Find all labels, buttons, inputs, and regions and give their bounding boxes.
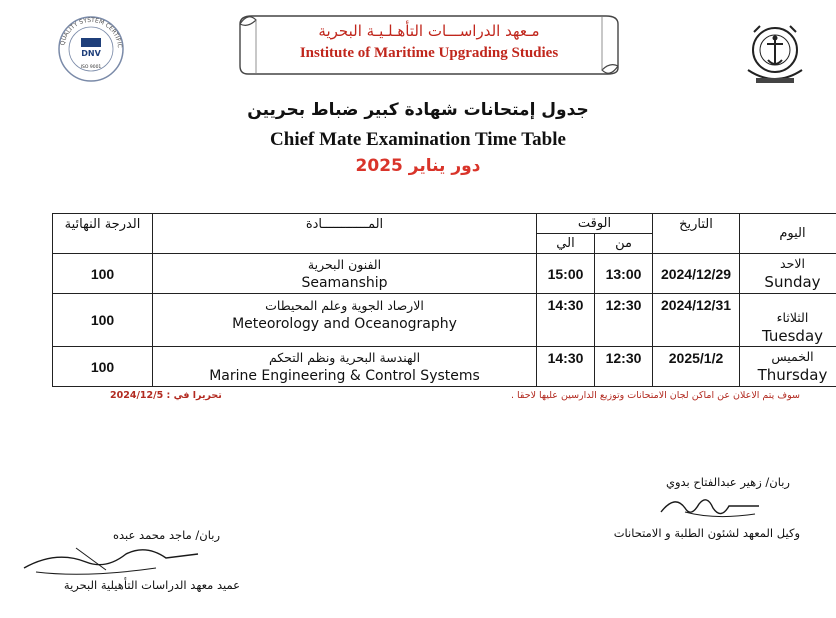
announcement-note: سوف يتم الاعلان عن اماكن لجان الامتحانات وتوزيع الدارسين عليها لاحقا . (510, 390, 800, 401)
subject-english: Seamanship (301, 274, 388, 291)
subject-arabic: الفنون البحرية (307, 256, 382, 272)
title-arabic: جدول إمتحانات شهادة كبير ضباط بحريين (247, 100, 589, 120)
header-day: اليوم (740, 214, 836, 254)
time-to-cell: 14:30 (537, 294, 595, 347)
dean-title: عميد معهد الدراسات التأهيلية البحرية (63, 578, 240, 592)
grade-cell: 100 (53, 347, 153, 387)
table-row (53, 294, 836, 347)
subject-english: Marine Engineering & Control Systems (209, 367, 480, 384)
subject-arabic: الهندسة البحرية ونظم التحكم (268, 349, 421, 365)
title-english: Chief Mate Examination Time Table (270, 129, 566, 150)
dean-name: ربان/ ماجد محمد عبده (112, 528, 220, 542)
subject-english: Meteorology and Oceanography (232, 316, 457, 332)
vice-dean-name: ربان/ زهير عبدالفتاح بدوي (665, 475, 790, 489)
date-cell: 2024/12/31 (653, 294, 740, 347)
iso-standard: ISO 9001 (80, 65, 102, 70)
header-date: التاريخ (653, 214, 740, 254)
vice-dean-signature (655, 492, 765, 528)
academy-emblem-icon (740, 14, 810, 94)
time-from-cell: 12:30 (595, 347, 653, 387)
day-cell (740, 347, 836, 387)
institute-name-arabic: مـعهد الدراســـات التأهـلـيـة البحرية (318, 22, 540, 40)
date-cell: 2025/1/2 (653, 347, 740, 387)
day-english: Thursday (757, 366, 828, 384)
time-from-cell: 13:00 (595, 254, 653, 294)
vice-dean-title: وكيل المعهد لشئون الطلبة و الامتحانات (613, 526, 800, 540)
subject-cell (153, 347, 537, 387)
exam-timetable (52, 213, 836, 387)
time-from-cell: 12:30 (595, 294, 653, 347)
subject-cell (153, 294, 537, 347)
subject-arabic: الارصاد الجوية وعلم المحيطات (265, 298, 424, 313)
header-subject: المــــــــــــادة (153, 214, 537, 254)
day-cell (740, 254, 836, 294)
time-to-cell: 15:00 (537, 254, 595, 294)
subject-cell (153, 254, 537, 294)
day-arabic: الاحد (780, 256, 805, 271)
day-cell (740, 294, 836, 347)
header-from: من (595, 234, 653, 254)
institute-name-english: Institute of Maritime Upgrading Studies (299, 45, 559, 61)
table-row (53, 347, 836, 387)
header-to: الي (537, 234, 595, 254)
institute-banner (234, 8, 624, 78)
exam-session: دور يناير 2025 (355, 156, 481, 176)
day-arabic: الثلاثاء (776, 310, 809, 325)
dnv-brand: DNV (81, 49, 101, 58)
date-cell: 2024/12/29 (653, 254, 740, 294)
day-english: Tuesday (761, 327, 824, 345)
day-arabic: الخميس (771, 349, 814, 364)
header-time: الوقت (537, 214, 653, 234)
dnv-certification-logo (56, 14, 126, 84)
grade-cell: 100 (53, 254, 153, 294)
header-final-grade: الدرجة النهائية (53, 214, 153, 254)
time-to-cell: 14:30 (537, 347, 595, 387)
ring-text: QUALITY SYSTEM CERTIFIC (59, 16, 124, 49)
day-english: Sunday (764, 273, 821, 291)
grade-cell: 100 (53, 294, 153, 347)
written-date: تحريرا في : 2024/12/5 (110, 390, 222, 401)
table-row (53, 254, 836, 294)
